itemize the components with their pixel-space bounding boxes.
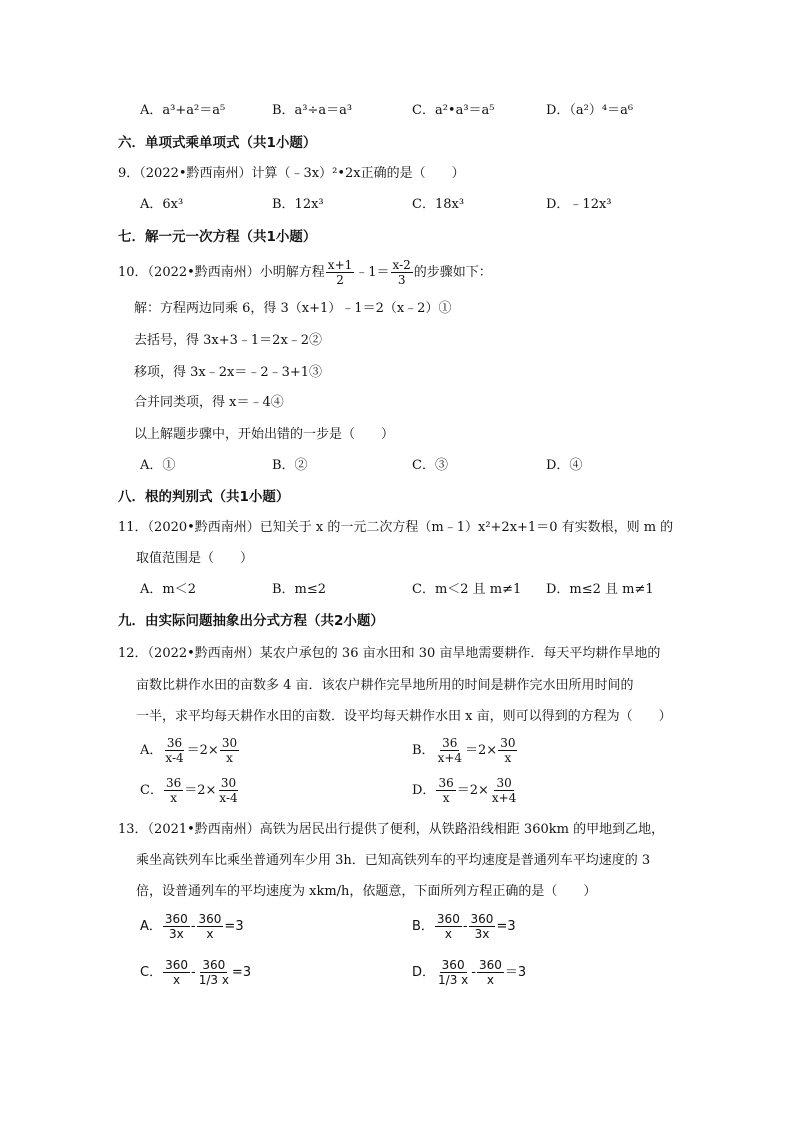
q12-d-frac-1 [436,776,455,805]
question-11-line-2: 取值范围是（ ） [136,551,254,566]
q10-option-d: D．④ [546,458,583,473]
q12-c-label: C． [140,783,163,798]
q13-option-d [412,958,526,987]
q12-c-frac-1 [164,776,183,805]
question-12-line-1: 12．（2022•黔西南州）某农户承包的 36 亩水田和 30 亩旱地需要耕作．每天平均耕作旱地的 [118,646,661,661]
q10-prefix: 10．（2022•黔西南州）小明解方程 [118,265,325,280]
q13-a-label: A． [140,919,162,934]
q13-c-n2: 360 [202,958,226,972]
q9-option-d: D．﹣12x³ [546,197,612,212]
q10-suffix: 的步骤如下： [413,265,492,280]
q13-d-n1: 360 [441,958,465,972]
q12-c-d2: x-4 [219,791,238,805]
q12-d-frac-2 [490,776,518,805]
q13-b-d1: x [444,927,452,941]
q10-mid: ﹣1＝ [355,265,390,280]
q13-d-rhs: ＝3 [504,965,527,980]
q10-step-1: 解：方程两边同乘 6，得 3（x+1）﹣1＝2（x﹣2）① [134,301,452,316]
question-9-stem: 9．（2022•黔西南州）计算（﹣3x）²•2x正确的是（ ） [118,166,465,181]
q10-step-2: 去括号，得 3x+3﹣1＝2x﹣2② [134,333,323,348]
q13-b-n1: 360 [436,912,460,926]
q8-option-b: B．a³÷a＝a³ [272,103,353,118]
q8-option-d: D．（a²）⁴＝a⁶ [546,103,634,118]
q12-b-op: ＝2× [465,743,498,758]
q12-c-n1: 36 [165,776,182,790]
q10-f2-numerator: x-2 [392,258,411,272]
q12-b-frac-2 [498,736,517,765]
question-12-line-2: 亩数比耕作水田的亩数多 4 亩．该农户耕作完旱地所用的时间是耕作完水田所用时间的 [136,678,634,693]
q13-d-d1: 1/3 x [438,973,469,987]
q10-option-c: C．③ [412,458,448,473]
q12-b-n1: 36 [442,736,458,750]
q12-a-d1: x-4 [165,751,184,765]
q12-d-label: D． [412,783,436,798]
q12-c-frac-2 [217,776,239,805]
q11-option-c: C．m＜2 且 m≠1 [412,582,522,597]
q12-d-op: ＝2× [456,783,489,798]
q12-a-frac-2 [220,736,239,765]
q9-option-c: C．18x³ [412,197,465,212]
q9-option-b: B．12x³ [272,197,324,212]
question-13-line-3: 倍，设普通列车的平均速度为 xkm/h，依题意，下面所列方程正确的是（ ） [136,884,597,899]
q13-a-n1: 360 [164,912,188,926]
q13-c-rhs: =3 [231,965,252,980]
q11-option-b: B．m≤2 [272,582,327,597]
q12-a-n2: 30 [221,736,238,750]
q10-step-3: 移项，得 3x﹣2x＝﹣2﹣3+1③ [134,365,323,380]
q13-b-rhs: =3 [496,919,516,934]
q10-f1-numerator: x+1 [327,258,353,272]
q10-step-4: 合并同类项，得 x＝﹣4④ [134,395,284,410]
q13-c-frac-2 [197,958,231,987]
q10-f2-denominator: 3 [397,273,406,287]
q10-option-a: A．① [140,458,176,473]
question-12-line-3: 一半，求平均每天耕作水田的亩数．设平均每天耕作水田 x 亩，则可以得到的方程为（ ） [136,709,672,724]
q10-option-b: B．② [272,458,308,473]
q13-c-frac-1 [163,958,190,987]
q13-d-op: - [471,965,476,980]
q12-d-d2: x+4 [491,791,517,805]
q12-a-op: ＝2× [186,743,219,758]
q12-b-frac-1 [436,736,464,765]
q12-a-n1: 36 [166,736,183,750]
section-heading-6: 六．单项式乘单项式（共1小题） [118,135,317,151]
q12-b-d2: x [504,751,512,765]
question-13-line-2: 乘坐高铁列车比乘坐普通列车少用 3h．已知高铁列车的平均速度是普通列车平均速度的 3 [136,853,651,868]
q12-option-b [412,736,518,765]
q13-c-n1: 360 [165,958,188,972]
q9-option-a: A．6x³ [140,197,184,212]
q13-a-d1: 3x [168,927,184,941]
q10-fraction-2 [391,258,413,287]
q12-d-n1: 36 [438,776,454,790]
q13-b-d2: 3x [474,927,490,941]
q12-b-n2: 30 [500,736,516,750]
q13-option-a [140,912,244,941]
q13-b-label: B． [412,919,434,934]
q13-a-frac-1 [163,912,190,941]
q11-option-d: D．m≤2 且 m≠1 [546,582,654,597]
question-10-stem [118,258,492,288]
question-11-line-1: 11．（2020•黔西南州）已知关于 x 的一元二次方程（m﹣1）x²+2x+1＝0 有实数根，则 m 的 [118,520,674,535]
q12-c-op: ＝2× [184,783,217,798]
section-heading-7: 七．解一元一次方程（共1小题） [118,229,317,245]
q13-d-label: D． [412,965,436,980]
section-heading-9: 九．由实际问题抽象出分式方程（共2小题） [118,613,384,629]
q10-fraction-1 [326,258,354,287]
q12-option-d [412,776,519,805]
question-13-line-1: 13．（2021•黔西南州）高铁为居民出行提供了便利，从铁路沿线相距 360km 的甲地到乙地， [118,822,665,837]
q12-a-label: A． [140,743,163,758]
q12-c-n2: 30 [220,776,237,790]
q12-b-d1: x+4 [437,751,463,765]
q13-a-n2: 360 [198,912,222,926]
q12-c-d1: x [170,791,177,805]
q8-option-c: C．a²•a³＝a⁵ [412,103,495,118]
q13-a-rhs: =3 [224,919,244,934]
q8-option-a: A．a³+a²＝a⁵ [140,103,226,118]
q13-c-op: - [190,965,196,980]
q12-d-d1: x [442,791,450,805]
q11-option-a: A．m＜2 [140,582,196,597]
q13-option-c [140,958,251,987]
q12-a-frac-1 [163,736,185,765]
q13-b-frac-1 [435,912,462,941]
q13-a-op: - [190,919,196,934]
q12-d-n2: 30 [496,776,512,790]
q10-f1-denominator: 2 [336,273,344,287]
q12-a-d2: x [226,751,233,765]
q13-d-frac-2 [477,958,504,987]
q13-c-label: C． [140,965,163,980]
q12-option-c [140,776,241,805]
q13-d-n2: 360 [478,958,502,972]
section-heading-8: 八．根的判别式（共1小题） [118,489,290,505]
q13-c-d2: 1/3 x [198,973,229,987]
q13-b-n2: 360 [470,912,494,926]
q13-c-d1: x [172,973,181,987]
q10-question: 以上解题步骤中，开始出错的一步是（ ） [134,427,395,442]
q13-a-d2: x [206,927,214,941]
q12-b-label: B． [412,743,435,758]
q13-b-frac-2 [469,912,496,941]
q12-option-a [140,736,240,765]
q13-option-b [412,912,516,941]
q13-d-d2: x [486,973,494,987]
q13-b-op: - [462,919,468,934]
q13-d-frac-1 [436,958,470,987]
q13-a-frac-2 [197,912,224,941]
